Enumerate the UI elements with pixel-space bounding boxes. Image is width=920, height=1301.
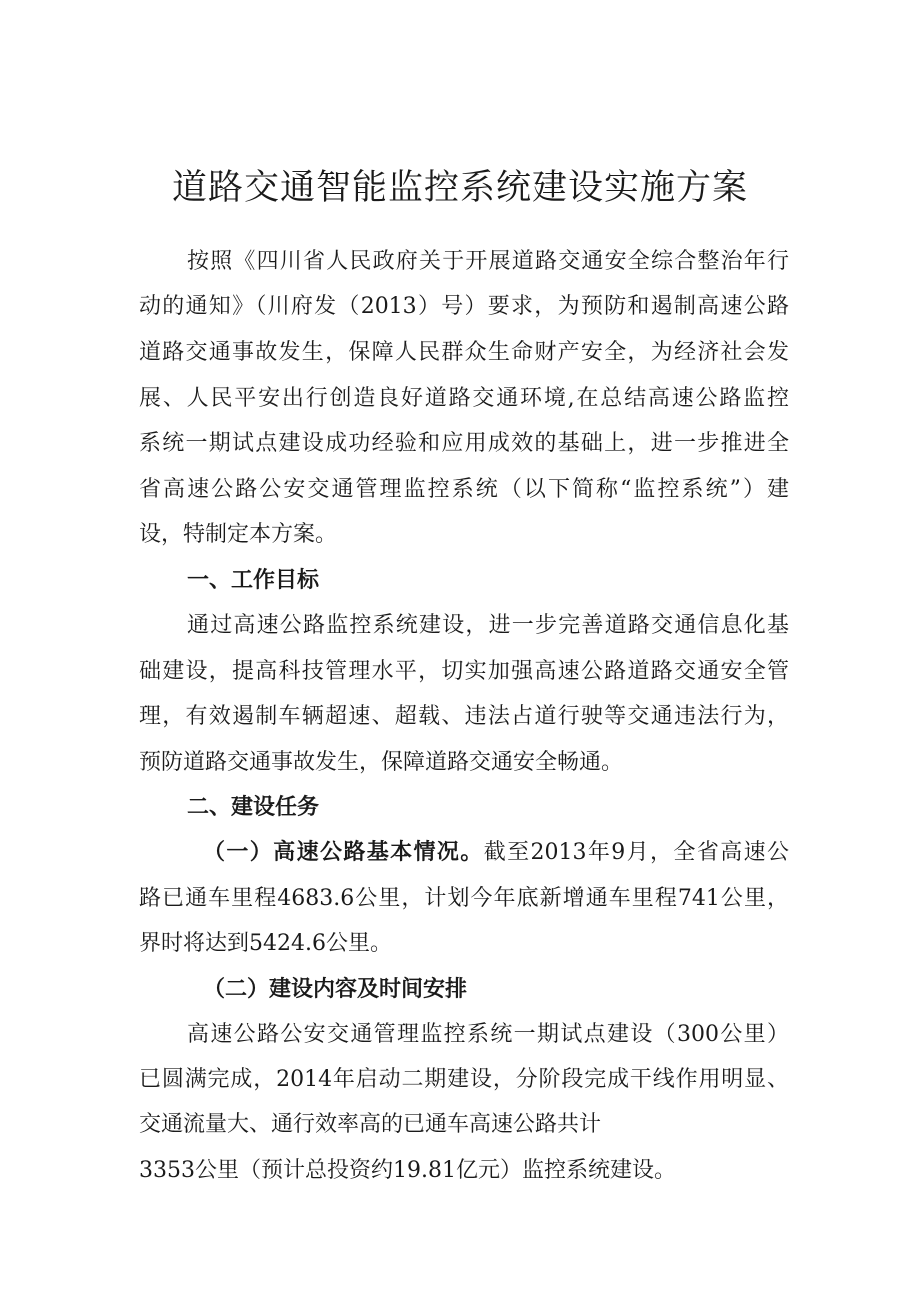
body-line: 高速公路公安交通管理监控系统一期试点建设（300公里）	[187, 1022, 789, 1047]
body-line: 理，有效遏制车辆超速、超载、违法占道行驶等交通违法行为，	[139, 704, 789, 729]
document-title: 道路交通智能监控系统建设实施方案	[171, 168, 748, 208]
body-line: 交通流量大、通行效率高的已通车高速公路共计	[139, 1112, 602, 1137]
subsection-text: 截至2013年9月，全省高速公	[483, 840, 789, 865]
body-line: 路已通车里程4683.6公里，计划今年底新增通车里程741公里，	[139, 886, 789, 911]
body-line: 已圆满完成，2014年启动二期建设，分阶段完成干线作用明显、	[139, 1067, 789, 1092]
intro-line: 展、人民平安出行创造良好道路交通环境,在总结高速公路监控	[139, 386, 789, 411]
intro-line: 按照《四川省人民政府关于开展道路交通安全综合整治年行	[187, 249, 789, 274]
body-line: 预防道路交通事故发生，保障道路交通安全畅通。	[139, 750, 624, 775]
intro-line: 省高速公路公安交通管理监控系统（以下简称“监控系统”）建	[139, 477, 789, 502]
body-line: 础建设，提高科技管理水平，切实加强高速公路道路交通安全管	[139, 659, 789, 684]
intro-line: 设，特制定本方案。	[139, 522, 338, 547]
subsection-heading: （二）建设内容及时间安排	[203, 977, 468, 1002]
section-heading: 一、工作目标	[187, 568, 320, 593]
intro-line: 道路交通事故发生，保障人民群众生命财产安全，为经济社会发	[139, 340, 789, 365]
intro-line: 系统一期试点建设成功经验和应用成效的基础上，进一步推进全	[139, 431, 789, 456]
body-line: 通过高速公路监控系统建设，进一步完善道路交通信息化基	[187, 613, 789, 638]
section-heading: 二、建设任务	[187, 795, 320, 820]
subsection-label: （一）高速公路基本情况。	[203, 840, 484, 865]
intro-line: 动的通知》（川府发（2013）号）要求，为预防和遏制高速公路	[139, 294, 789, 319]
body-line: 3353公里（预计总投资约19.81亿元）监控系统建设。	[139, 1158, 676, 1183]
subsection-line	[203, 838, 789, 868]
body-line: 界时将达到5424.6公里。	[139, 931, 392, 956]
